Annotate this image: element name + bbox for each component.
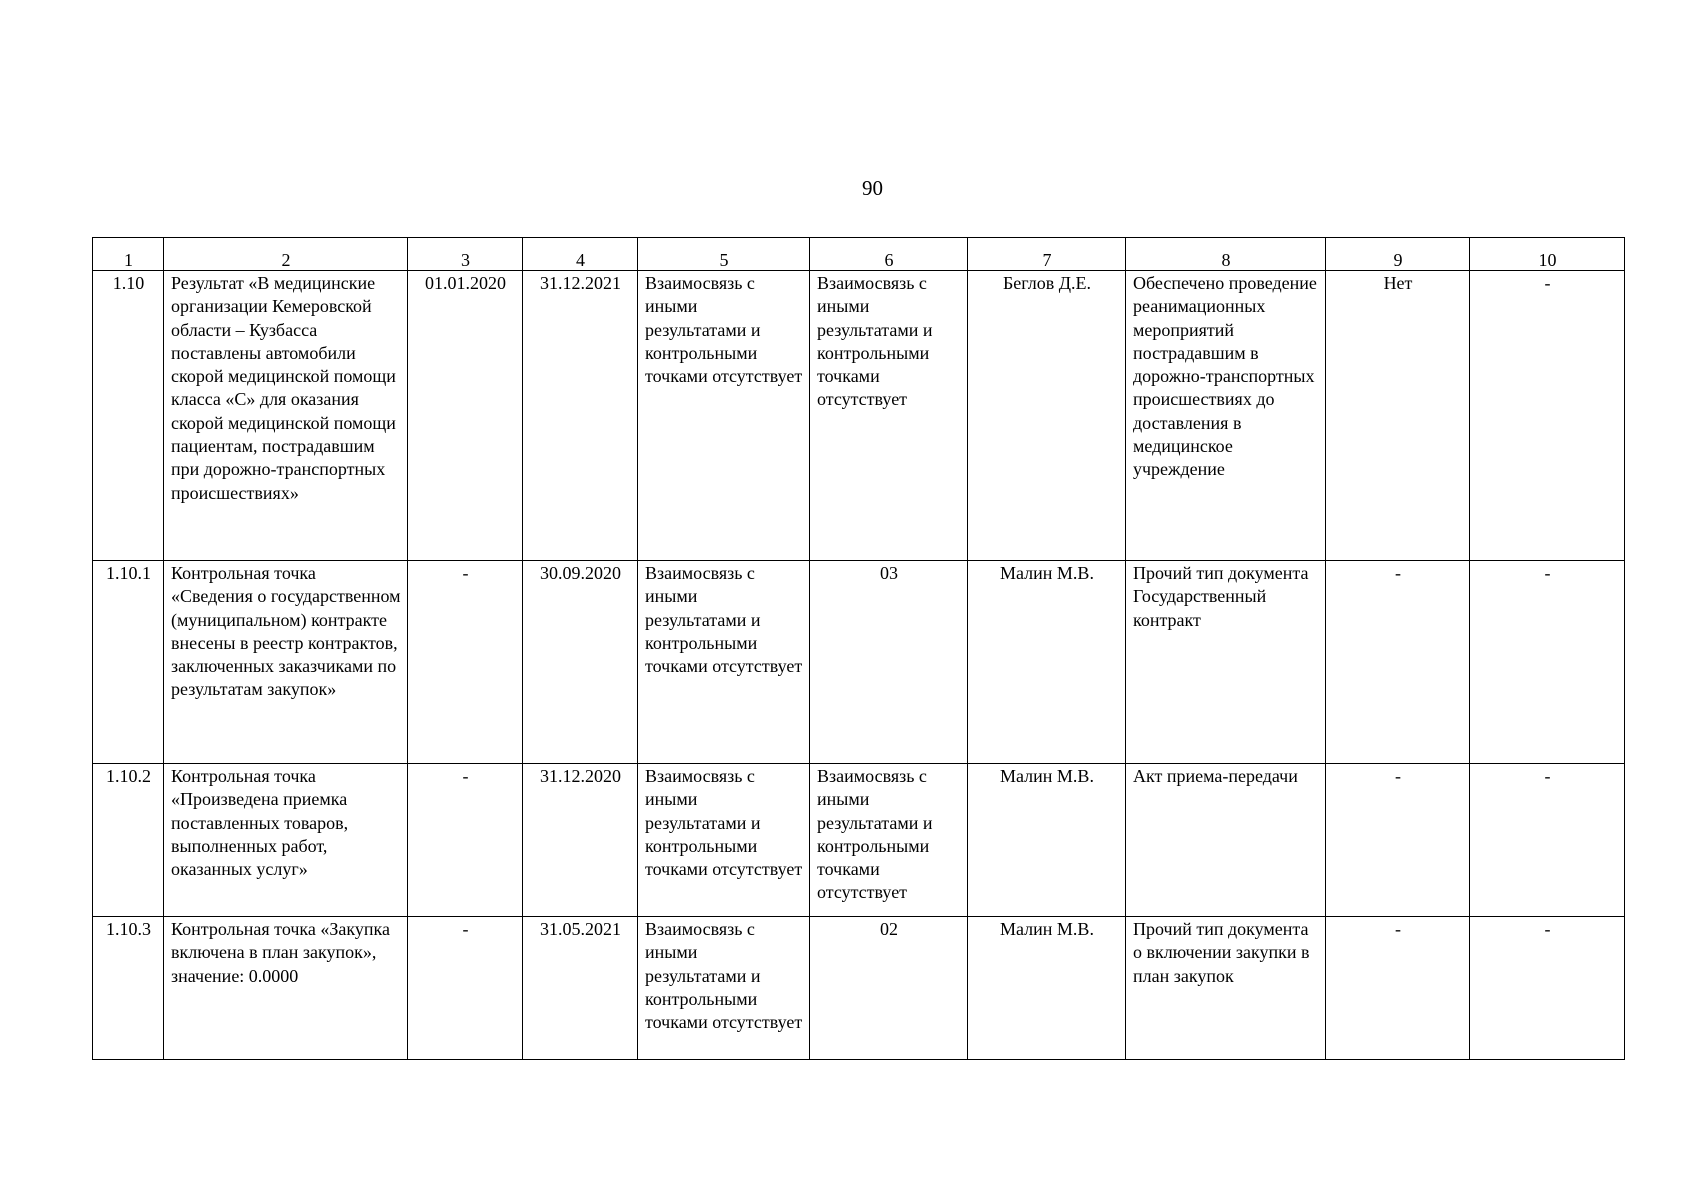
start-date: - xyxy=(408,561,523,764)
header-cell: 8 xyxy=(1126,238,1326,271)
document: Прочий тип документа о включении закупки в план закупок xyxy=(1126,917,1326,1060)
predecessor: Взаимосвязь с иными результатами и контрольными точками отсутствует xyxy=(638,561,810,764)
end-date: 31.12.2021 xyxy=(523,271,638,561)
predecessor: Взаимосвязь с иными результатами и контрольными точками отсутствует xyxy=(638,764,810,917)
table-row xyxy=(93,271,1625,561)
header-cell: 2 xyxy=(164,238,408,271)
header-cell: 6 xyxy=(810,238,968,271)
table-row xyxy=(93,917,1625,1060)
responsible: Малин М.В. xyxy=(968,561,1126,764)
start-date: 01.01.2020 xyxy=(408,271,523,561)
header-cell: 3 xyxy=(408,238,523,271)
document: Акт приема-передачи xyxy=(1126,764,1326,917)
row-number: 1.10 xyxy=(93,271,164,561)
successor: 02 xyxy=(810,917,968,1060)
start-date: - xyxy=(408,764,523,917)
end-date: 30.09.2020 xyxy=(523,561,638,764)
col-10-value: - xyxy=(1470,917,1625,1060)
row-title: Контрольная точка «Произведена приемка поставленных товаров, выполненных работ, оказанных услуг» xyxy=(164,764,408,917)
table-row xyxy=(93,561,1625,764)
row-number: 1.10.1 xyxy=(93,561,164,764)
col-10-value: - xyxy=(1470,764,1625,917)
col-9-value: - xyxy=(1326,917,1470,1060)
predecessor: Взаимосвязь с иными результатами и контрольными точками отсутствует xyxy=(638,917,810,1060)
header-cell: 4 xyxy=(523,238,638,271)
col-10-value: - xyxy=(1470,561,1625,764)
table-header-row xyxy=(93,238,1625,271)
col-9-value: - xyxy=(1326,764,1470,917)
header-cell: 5 xyxy=(638,238,810,271)
header-cell: 9 xyxy=(1326,238,1470,271)
col-9-value: - xyxy=(1326,561,1470,764)
successor: Взаимосвязь с иными результатами и контрольными точками отсутствует xyxy=(810,271,968,561)
responsible: Малин М.В. xyxy=(968,764,1126,917)
header-cell: 10 xyxy=(1470,238,1625,271)
col-10-value: - xyxy=(1470,271,1625,561)
header-cell: 1 xyxy=(93,238,164,271)
start-date: - xyxy=(408,917,523,1060)
document: Обеспечено проведение реанимационных мероприятий пострадавшим в дорожно-транспортных происшествиях до доставления в медицинское учреждение xyxy=(1126,271,1326,561)
document: Прочий тип документа Государственный контракт xyxy=(1126,561,1326,764)
row-title: Контрольная точка «Сведения о государственном (муниципальном) контракте внесены в реестр контрактов, заключенных заказчиками по результатам закупок» xyxy=(164,561,408,764)
row-title: Результат «В медицинские организации Кемеровской области – Кузбасса поставлены автомобили скорой медицинской помощи класса «С» для оказания скорой медицинской помощи пациентам, пострадавшим при дорожно-транспортных происшествиях» xyxy=(164,271,408,561)
row-title: Контрольная точка «Закупка включена в план закупок», значение: 0.0000 xyxy=(164,917,408,1060)
header-cell: 7 xyxy=(968,238,1126,271)
page-number: 90 xyxy=(862,176,883,200)
row-number: 1.10.2 xyxy=(93,764,164,917)
successor: Взаимосвязь с иными результатами и контрольными точками отсутствует xyxy=(810,764,968,917)
milestones-table xyxy=(92,237,1625,1060)
end-date: 31.12.2020 xyxy=(523,764,638,917)
responsible: Беглов Д.Е. xyxy=(968,271,1126,561)
predecessor: Взаимосвязь с иными результатами и контрольными точками отсутствует xyxy=(638,271,810,561)
col-9-value: Нет xyxy=(1326,271,1470,561)
responsible: Малин М.В. xyxy=(968,917,1126,1060)
row-number: 1.10.3 xyxy=(93,917,164,1060)
end-date: 31.05.2021 xyxy=(523,917,638,1060)
successor: 03 xyxy=(810,561,968,764)
table-row xyxy=(93,764,1625,917)
